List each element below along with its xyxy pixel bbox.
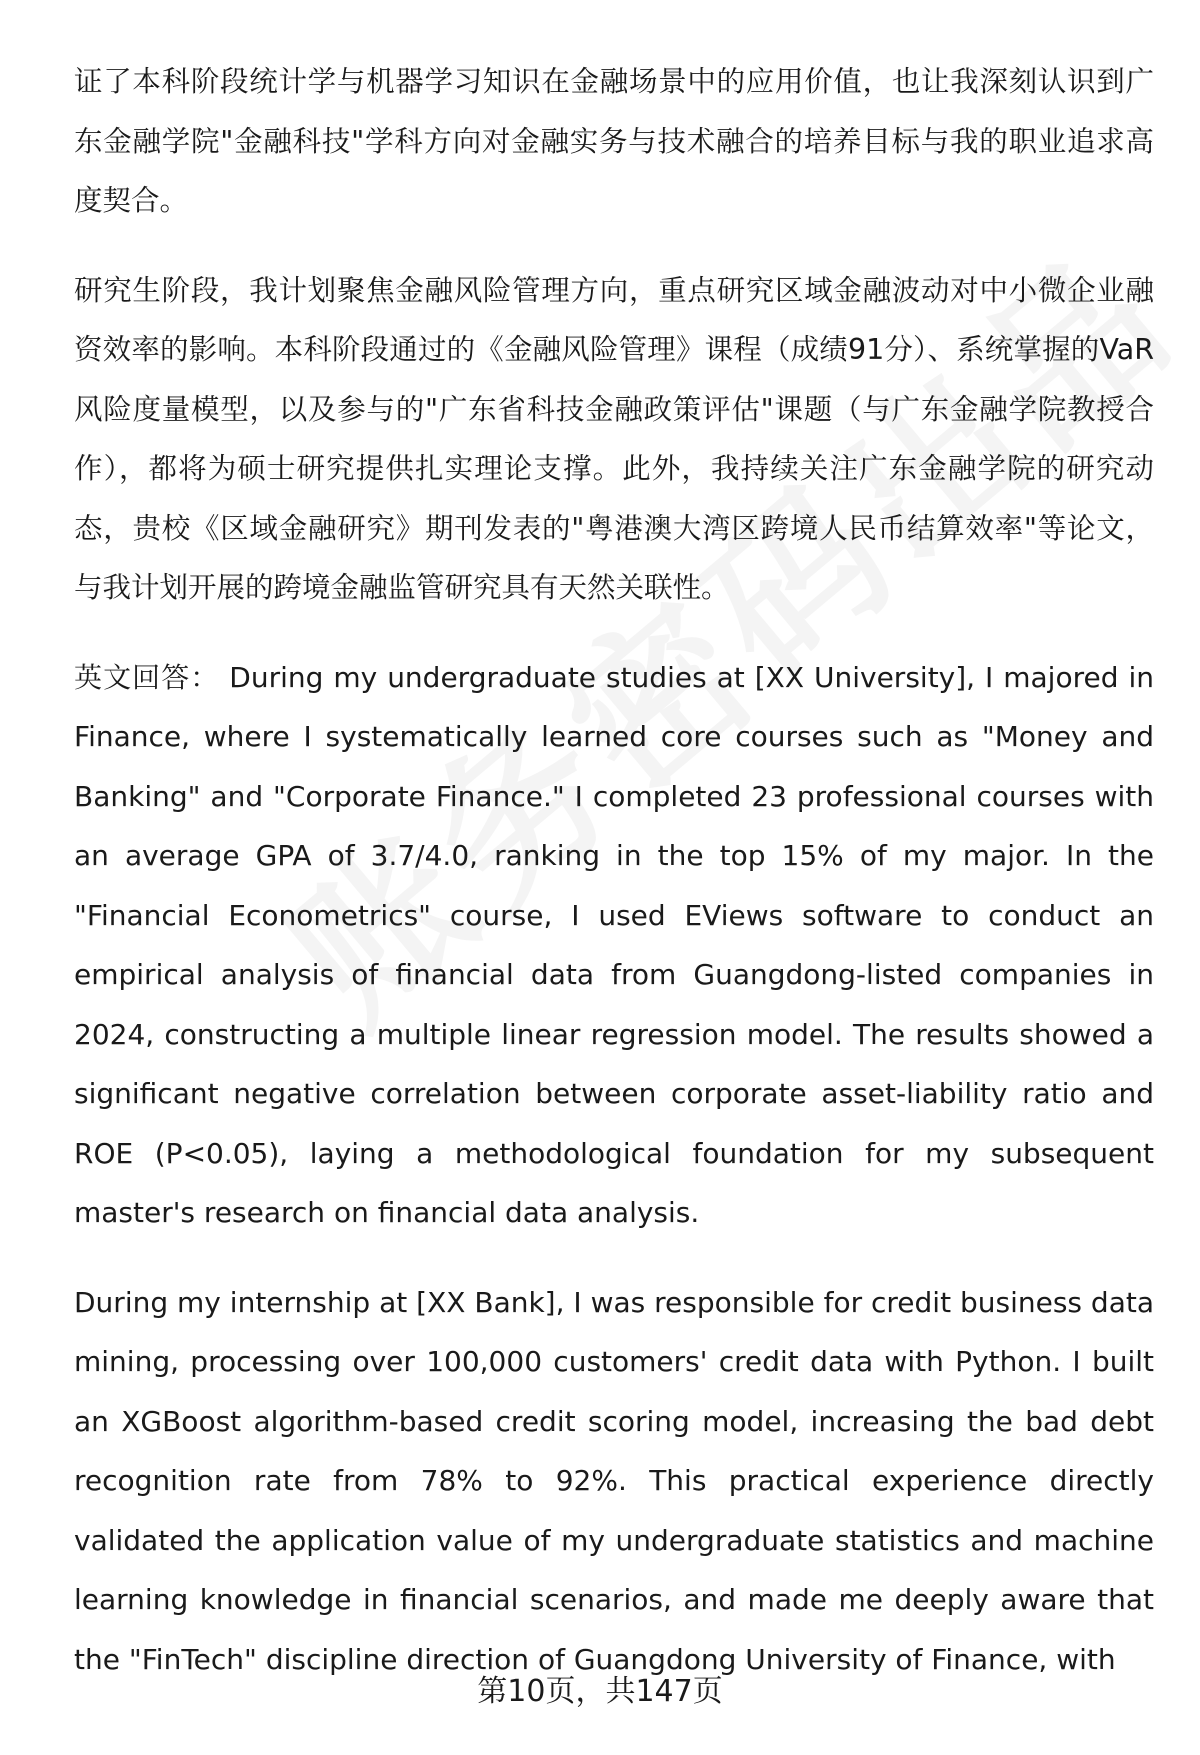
paragraph-en-2: During my internship at [XX Bank], I was responsible for credit business data mining, processing over 100,000 customers' credit data with Python. I built an XGBoost algorithm-based credit scoring model, increasing the bad debt recognition rate from 78% to 92%. This practical experience directly validated the application value of my undergraduate statistics and machine learning knowledge in financial scenarios, and made me deeply aware that the "FinTech" discipline direction of Guangdong University of Finance, with [74,1285,1154,1676]
document-body [74,52,1154,1719]
page-number-footer: 第10页，共147页 [477,1674,723,1709]
paragraph-cn-2: 研究生阶段，我计划聚焦金融风险管理方向，重点研究区域金融波动对中小微企业融资效率的影响。本科阶段通过的《金融风险管理》课程（成绩91分）、系统掌握的VaR风险度量模型，以及参与的"广东省科技金融政策评估"课题（与广东金融学院教授合作），都将为硕士研究提供扎实理论支撑。此外，我持续关注广东金融学院的研究动态，贵校《区域金融研究》期刊发表的"粤港澳大湾区跨境人民币结算效率"等论文，与我计划开展的跨境金融监管研究具有天然关联性。 [74,273,1154,604]
paragraph-en-1: 英文回答： During my undergraduate studies at [XX University], I majored in Finance, where I systematically learned core courses such as "Money and Banking" and "Corporate Finance." I completed 23 professional courses with an average GPA of 3.7/4.0, ranking in the top 15% of my major. In the "Financial Econometrics" course, I used EViews software to conduct an empirical analysis of financial data from Guangdong-listed companies in 2024, constructing a multiple linear regression model. The results showed a significant negative correlation between corporate asset-liability ratio and ROE (P<0.05), laying a methodological foundation for my subsequent master's research on financial data analysis. [74,660,1154,1229]
paragraph-cn-1: 证了本科阶段统计学与机器学习知识在金融场景中的应用价值，也让我深刻认识到广东金融学院"金融科技"学科方向对金融实务与技术融合的培养目标与我的职业追求高度契合。 [74,65,1154,217]
